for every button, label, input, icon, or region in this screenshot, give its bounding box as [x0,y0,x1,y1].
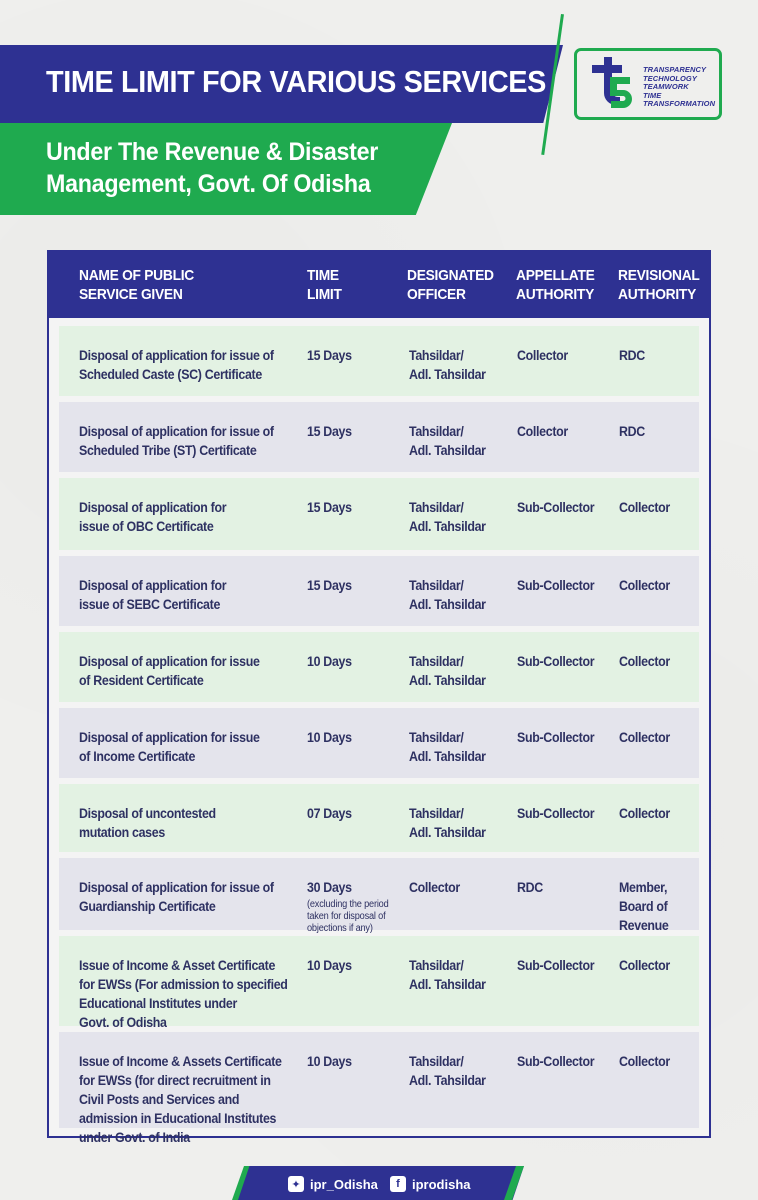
logo-word: TIME [643,90,662,100]
appellate-authority-cell: Collector [517,348,568,363]
table-row [59,326,699,396]
revisional-authority-cell: RDC [619,348,645,363]
service-name-cell: Disposal of application for issue of Scheduled Caste (SC) Certificate [79,348,274,382]
revisional-authority-cell: Collector [619,730,670,745]
service-name-cell: Disposal of application for issue of OBC Certificate [79,500,227,534]
table-row [59,936,699,1030]
t5-logo-icon [584,55,636,113]
time-limit-cell: 10 Days [307,958,352,973]
twitter-icon: ✦ [288,1176,304,1192]
appellate-authority-cell: RDC [517,880,543,895]
appellate-authority-cell: Sub-Collector [517,958,595,973]
footer-bar [238,1166,524,1200]
appellate-authority-cell: Sub-Collector [517,1054,595,1069]
table-row [59,632,699,702]
service-name-cell: Disposal of application for issue of Scheduled Tribe (ST) Certificate [79,424,274,458]
designated-officer-cell: Collector [409,880,460,895]
time-limit-cell: 10 Days [307,654,352,669]
designated-officer-cell: Tahsildar/ Adl. Tahsildar [409,806,486,840]
time-limit-cell: 10 Days [307,730,352,745]
facebook-icon: f [390,1176,406,1192]
designated-officer-cell: Tahsildar/ Adl. Tahsildar [409,424,486,458]
designated-officer-cell: Tahsildar/ Adl. Tahsildar [409,958,486,992]
service-name-cell: Issue of Income & Assets Certificate for EWSs (for direct recruitment in Civil Posts and Services and admission in Educational Institutes under Govt. of India [79,1054,282,1145]
services-table [47,250,711,1145]
revisional-authority-cell: Collector [619,806,670,821]
time-limit-cell: 30 Days (excluding the period taken for disposal of objections if any) [307,880,389,934]
designated-officer-cell: Tahsildar/ Adl. Tahsildar [409,500,486,534]
time-limit-note: objections if any) [307,923,373,934]
logo-word: TEAMWORK [643,82,689,92]
facebook-handle: iprodisha [412,1176,471,1192]
time-limit-note: taken for disposal of [307,911,386,922]
table-row [59,478,699,550]
appellate-authority-cell: Sub-Collector [517,578,595,593]
time-limit-cell: 15 Days [307,578,352,593]
header-time-limit: TIME LIMIT [307,267,342,303]
service-name-cell: Disposal of application for issue of SEBC Certificate [79,578,227,612]
appellate-authority-cell: Collector [517,424,568,439]
time-limit-cell: 10 Days [307,1054,352,1069]
table-row [59,402,699,472]
twitter-handle: ipr_Odisha [310,1176,378,1192]
page-title: TIME LIMIT FOR VARIOUS SERVICES [46,64,546,99]
service-name-cell: Disposal of application for issue of Guardianship Certificate [79,880,274,914]
logo-word: TRANSPARENCY [643,65,707,74]
twitter-link[interactable] [288,1175,378,1193]
designated-officer-cell: Tahsildar/ Adl. Tahsildar [409,730,486,764]
appellate-authority-cell: Sub-Collector [517,654,595,669]
table-row [59,784,699,852]
header-revisional-authority: REVISIONAL AUTHORITY [618,267,700,303]
table-row [59,858,699,934]
service-name-cell: Disposal of uncontested mutation cases [79,806,216,840]
designated-officer-cell: Tahsildar/ Adl. Tahsildar [409,578,486,612]
revisional-authority-cell: Member, Board of Revenue [619,880,669,933]
time-limit-cell: 15 Days [307,424,352,439]
table-row [59,556,699,626]
table-row [59,1032,699,1145]
appellate-authority-cell: Sub-Collector [517,500,595,515]
service-name-cell: Disposal of application for issue of Resident Certificate [79,654,260,688]
table-row [59,708,699,778]
designated-officer-cell: Tahsildar/ Adl. Tahsildar [409,654,486,688]
table-header [49,252,709,318]
service-name-cell: Disposal of application for issue of Income Certificate [79,730,260,764]
time-limit-cell: 15 Days [307,500,352,515]
subtitle-line-1: Under The Revenue & Disaster [46,138,379,166]
revisional-authority-cell: Collector [619,1054,670,1069]
facebook-link[interactable] [390,1175,471,1193]
time-limit-cell: 07 Days [307,806,352,821]
designated-officer-cell: Tahsildar/ Adl. Tahsildar [409,348,486,382]
revisional-authority-cell: Collector [619,500,670,515]
designated-officer-cell: Tahsildar/ Adl. Tahsildar [409,1054,486,1088]
revisional-authority-cell: Collector [619,654,670,669]
appellate-authority-cell: Sub-Collector [517,730,595,745]
logo-word: TECHNOLOGY [643,73,697,83]
time-limit-cell: 15 Days [307,348,352,363]
header-appellate-authority: APPELLATE AUTHORITY [516,267,595,303]
subtitle-line-2: Management, Govt. Of Odisha [46,170,371,198]
time-limit-note: (excluding the period [307,899,389,910]
appellate-authority-cell: Sub-Collector [517,806,595,821]
revisional-authority-cell: Collector [619,958,670,973]
revisional-authority-cell: Collector [619,578,670,593]
logo-word: TRANSFORMATION [643,99,716,109]
revisional-authority-cell: RDC [619,424,645,439]
logo-wordmark [643,66,715,109]
page-subtitle [46,136,378,200]
header-designated-officer: DESIGNATED OFFICER [407,267,494,303]
header-service-name: NAME OF PUBLIC SERVICE GIVEN [79,267,194,303]
service-name-cell: Issue of Income & Asset Certificate for EWSs (For admission to specified Educational Institutes under Govt. of Odisha [79,958,288,1030]
